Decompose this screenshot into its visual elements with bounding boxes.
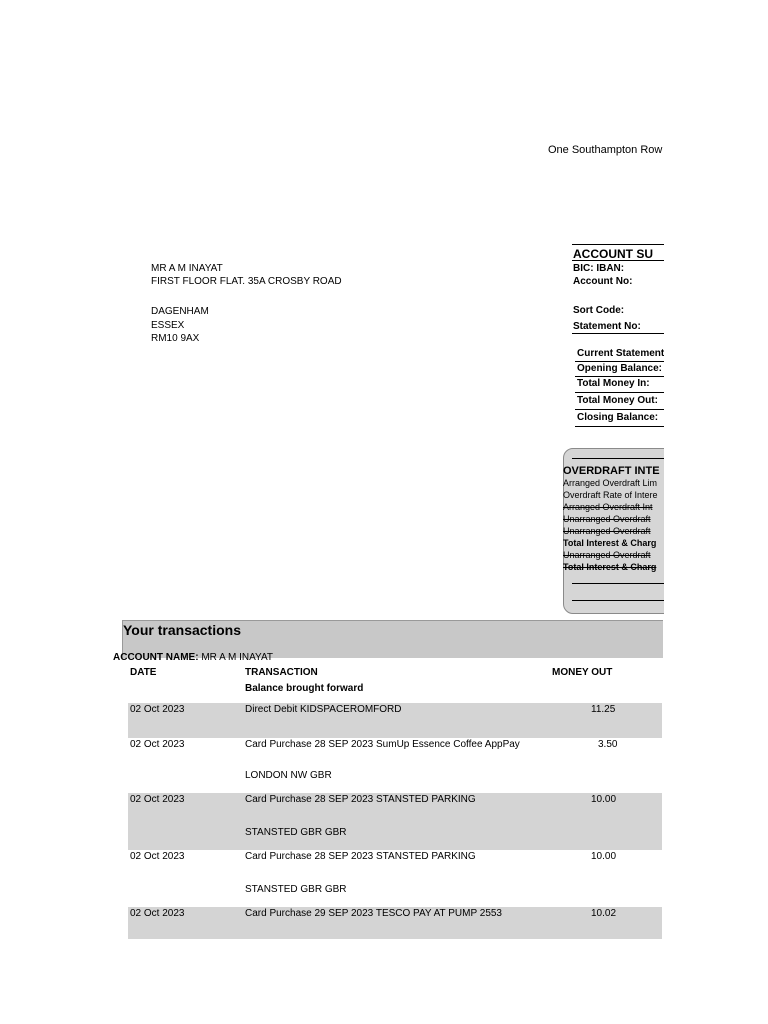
page-crop-mask bbox=[664, 0, 768, 1024]
row-money-out: 11.25 bbox=[591, 704, 616, 715]
balance-rule bbox=[575, 376, 664, 377]
overdraft-rule bbox=[572, 583, 664, 584]
total-money-in-label: Total Money In: bbox=[577, 378, 650, 389]
overdraft-title: OVERDRAFT INTE bbox=[563, 465, 660, 477]
balance-rule bbox=[575, 409, 664, 410]
row-date: 02 Oct 2023 bbox=[130, 908, 185, 919]
summary-bottom-rule bbox=[572, 333, 664, 334]
row-money-out: 3.50 bbox=[598, 739, 618, 750]
row-description: Card Purchase 28 SEP 2023 STANSTED PARKING bbox=[245, 794, 476, 805]
row-description: Card Purchase 28 SEP 2023 SumUp Essence Coffee AppPay bbox=[245, 739, 520, 750]
overdraft-line: Unarranged Overdraft bbox=[563, 550, 651, 560]
customer-postcode: RM10 9AX bbox=[151, 333, 200, 344]
statement-no-label: Statement No: bbox=[573, 321, 641, 332]
row-date: 02 Oct 2023 bbox=[130, 739, 185, 750]
row-description-line2: STANSTED GBR GBR bbox=[245, 827, 347, 838]
bic-iban-label: BIC: IBAN: bbox=[573, 263, 625, 274]
overdraft-line: Overdraft Rate of Intere bbox=[563, 490, 658, 500]
current-statement-label: Current Statement bbox=[577, 348, 665, 359]
balance-rule bbox=[575, 426, 664, 427]
row-description: Card Purchase 28 SEP 2023 STANSTED PARKING bbox=[245, 851, 476, 862]
row-description-line2: LONDON NW GBR bbox=[245, 770, 332, 781]
row-money-out: 10.00 bbox=[591, 794, 617, 805]
column-header-date: DATE bbox=[130, 667, 157, 678]
row-money-out: 10.00 bbox=[591, 851, 617, 862]
row-date: 02 Oct 2023 bbox=[130, 704, 185, 715]
account-summary-title: ACCOUNT SU bbox=[573, 247, 653, 261]
total-money-out-label: Total Money Out: bbox=[577, 395, 658, 406]
row-date: 02 Oct 2023 bbox=[130, 794, 185, 805]
row-description-line2: STANSTED GBR GBR bbox=[245, 884, 347, 895]
account-name-label: ACCOUNT NAME: bbox=[113, 652, 199, 663]
customer-address-line1: FIRST FLOOR FLAT. 35A CROSBY ROAD bbox=[151, 276, 342, 287]
overdraft-line: Unarranged Overdraft bbox=[563, 526, 651, 536]
column-header-money-out: MONEY OUT bbox=[552, 667, 613, 678]
overdraft-line: Arranged Overdraft Int bbox=[563, 502, 653, 512]
balance-rule bbox=[575, 392, 664, 393]
row-description: Card Purchase 29 SEP 2023 TESCO PAY AT PUMP 2553 bbox=[245, 908, 502, 919]
column-header-transaction: TRANSACTION bbox=[245, 667, 318, 678]
summary-top-rule bbox=[572, 244, 664, 245]
overdraft-line: Arranged Overdraft Lim bbox=[563, 478, 658, 488]
balance-rule bbox=[575, 361, 664, 362]
account-no-label: Account No: bbox=[573, 276, 633, 287]
customer-name: MR A M INAYAT bbox=[151, 263, 223, 274]
closing-balance-label: Closing Balance: bbox=[577, 412, 659, 423]
bank-address: One Southampton Row bbox=[548, 144, 663, 156]
transactions-title: Your transactions bbox=[123, 622, 241, 638]
overdraft-line: Total Interest & Charg bbox=[563, 562, 657, 572]
overdraft-line: Total Interest & Charg bbox=[563, 538, 657, 548]
row-money-out: 10.02 bbox=[591, 908, 617, 919]
row-description: Direct Debit KIDSPACEROMFORD bbox=[245, 704, 402, 715]
account-name-line bbox=[113, 652, 273, 663]
balance-brought-forward: Balance brought forward bbox=[245, 683, 364, 694]
overdraft-line: Unarranged Overdraft bbox=[563, 514, 651, 524]
row-date: 02 Oct 2023 bbox=[130, 851, 185, 862]
summary-title-rule bbox=[572, 260, 664, 261]
opening-balance-label: Opening Balance: bbox=[577, 363, 663, 374]
customer-town: DAGENHAM bbox=[151, 306, 209, 317]
overdraft-rule bbox=[572, 600, 664, 601]
customer-county: ESSEX bbox=[151, 320, 185, 331]
overdraft-top-rule bbox=[572, 458, 664, 459]
sort-code-label: Sort Code: bbox=[573, 305, 625, 316]
account-name-value: MR A M INAYAT bbox=[201, 652, 274, 663]
